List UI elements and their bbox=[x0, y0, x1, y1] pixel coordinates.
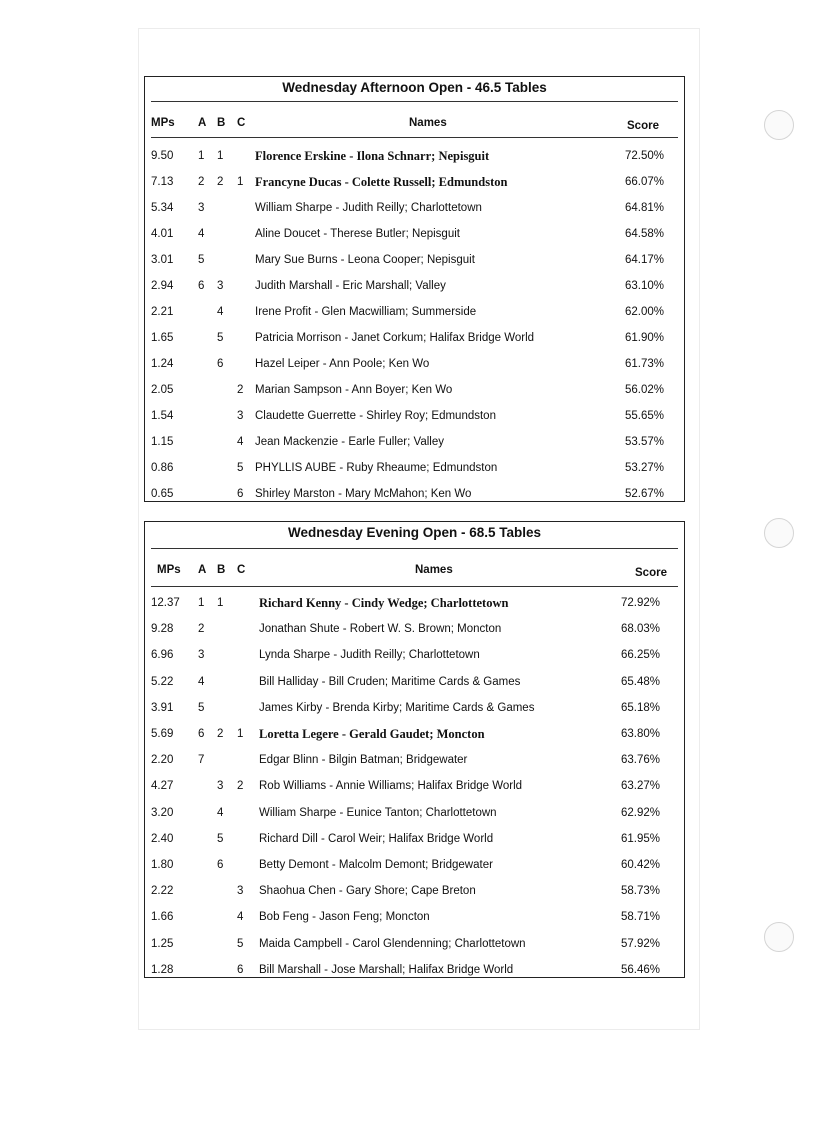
names-cell: PHYLLIS AUBE - Ruby Rheaume; Edmundston bbox=[255, 462, 498, 474]
score-cell: 62.00% bbox=[625, 306, 665, 318]
c-rank-cell: 5 bbox=[237, 937, 244, 950]
mps-cell: 9.28 bbox=[151, 623, 174, 636]
table-row bbox=[145, 485, 684, 505]
mps-cell: 5.22 bbox=[151, 675, 174, 688]
header-score: Score bbox=[635, 567, 667, 579]
header-b: B bbox=[217, 117, 226, 129]
column-header-row bbox=[145, 564, 684, 586]
table-title: Wednesday Afternoon Open - 46.5 Tables bbox=[282, 80, 547, 95]
score-cell: 63.10% bbox=[625, 280, 665, 292]
mps-cell: 6.96 bbox=[151, 649, 174, 662]
mps-cell: 0.65 bbox=[151, 488, 174, 500]
c-rank-cell: 1 bbox=[237, 728, 244, 740]
c-rank-cell: 5 bbox=[237, 462, 244, 474]
table-row bbox=[145, 433, 684, 453]
score-cell: 61.90% bbox=[625, 332, 665, 344]
table-row bbox=[145, 355, 684, 375]
score-cell: 58.71% bbox=[621, 911, 661, 924]
table-row bbox=[145, 199, 684, 219]
table-row bbox=[145, 329, 684, 349]
table-row bbox=[145, 173, 684, 193]
c-rank-cell: 3 bbox=[237, 410, 244, 422]
score-cell: 72.50% bbox=[625, 150, 665, 162]
b-rank-cell: 1 bbox=[217, 150, 224, 162]
header-mps: MPs bbox=[157, 564, 181, 576]
mps-cell: 2.05 bbox=[151, 384, 174, 396]
score-cell: 66.07% bbox=[625, 176, 665, 188]
names-cell: Shaohua Chen - Gary Shore; Cape Breton bbox=[259, 885, 476, 898]
score-cell: 52.67% bbox=[625, 488, 665, 500]
score-cell: 58.73% bbox=[621, 885, 661, 898]
table-row bbox=[145, 935, 684, 955]
b-rank-cell: 2 bbox=[217, 176, 224, 188]
c-rank-cell: 4 bbox=[237, 436, 244, 448]
mps-cell: 5.34 bbox=[151, 202, 174, 214]
b-rank-cell: 3 bbox=[217, 280, 224, 292]
c-rank-cell: 6 bbox=[237, 488, 244, 500]
score-cell: 61.95% bbox=[621, 832, 661, 845]
names-cell: Francyne Ducas - Colette Russell; Edmundston bbox=[255, 175, 508, 189]
header-divider bbox=[151, 137, 678, 138]
mps-cell: 3.91 bbox=[151, 701, 174, 714]
title-divider bbox=[151, 548, 678, 549]
table-row bbox=[145, 751, 684, 771]
mps-cell: 1.25 bbox=[151, 937, 174, 950]
punch-hole bbox=[764, 110, 794, 140]
table-row bbox=[145, 459, 684, 479]
header-divider bbox=[151, 586, 678, 587]
table-row bbox=[145, 804, 684, 824]
score-cell: 64.17% bbox=[625, 254, 665, 266]
score-cell: 53.27% bbox=[625, 462, 665, 474]
names-cell: Judith Marshall - Eric Marshall; Valley bbox=[255, 280, 446, 292]
b-rank-cell: 1 bbox=[217, 597, 224, 609]
table-row bbox=[145, 882, 684, 902]
names-cell: Marian Sampson - Ann Boyer; Ken Wo bbox=[255, 384, 453, 396]
names-cell: Bob Feng - Jason Feng; Moncton bbox=[259, 911, 430, 924]
table-row bbox=[145, 830, 684, 850]
b-rank-cell: 4 bbox=[217, 306, 224, 318]
b-rank-cell: 5 bbox=[217, 332, 224, 344]
mps-cell: 1.66 bbox=[151, 911, 174, 924]
names-cell: Bill Halliday - Bill Cruden; Maritime Cards & Games bbox=[259, 675, 521, 688]
mps-cell: 4.01 bbox=[151, 228, 174, 240]
score-cell: 66.25% bbox=[621, 649, 661, 662]
names-cell: Betty Demont - Malcolm Demont; Bridgewater bbox=[259, 859, 493, 871]
names-cell: Claudette Guerrette - Shirley Roy; Edmundston bbox=[255, 410, 496, 422]
header-a: A bbox=[198, 117, 207, 129]
score-cell: 53.57% bbox=[625, 436, 665, 448]
table-row bbox=[145, 673, 684, 693]
names-cell: Hazel Leiper - Ann Poole; Ken Wo bbox=[255, 358, 430, 370]
names-cell: Loretta Legere - Gerald Gaudet; Moncton bbox=[259, 727, 485, 741]
mps-cell: 12.37 bbox=[151, 597, 180, 609]
mps-cell: 5.69 bbox=[151, 728, 174, 740]
c-rank-cell: 6 bbox=[237, 963, 244, 976]
table-row bbox=[145, 381, 684, 401]
names-cell: Shirley Marston - Mary McMahon; Ken Wo bbox=[255, 488, 472, 500]
c-rank-cell: 2 bbox=[237, 384, 244, 396]
column-header-row bbox=[145, 117, 684, 139]
table-row bbox=[145, 699, 684, 719]
mps-cell: 1.15 bbox=[151, 436, 174, 448]
header-names: Names bbox=[415, 564, 453, 576]
names-cell: Edgar Blinn - Bilgin Batman; Bridgewater bbox=[259, 754, 468, 767]
header-score: Score bbox=[627, 120, 659, 132]
a-rank-cell: 5 bbox=[198, 254, 205, 266]
names-cell: Patricia Morrison - Janet Corkum; Halifax Bridge World bbox=[255, 332, 535, 344]
names-cell: Florence Erskine - Ilona Schnarr; Nepisguit bbox=[255, 149, 490, 163]
mps-cell: 2.21 bbox=[151, 306, 174, 318]
score-cell: 72.92% bbox=[621, 597, 661, 609]
mps-cell: 2.94 bbox=[151, 280, 174, 292]
c-rank-cell: 3 bbox=[237, 885, 244, 898]
a-rank-cell: 5 bbox=[198, 701, 205, 714]
mps-cell: 1.80 bbox=[151, 859, 174, 871]
names-cell: William Sharpe - Eunice Tanton; Charlottetown bbox=[259, 806, 497, 819]
names-cell: James Kirby - Brenda Kirby; Maritime Cards & Games bbox=[259, 701, 535, 714]
mps-cell: 2.22 bbox=[151, 885, 174, 898]
a-rank-cell: 3 bbox=[198, 202, 205, 214]
a-rank-cell: 3 bbox=[198, 649, 205, 662]
header-a: A bbox=[198, 564, 207, 576]
score-cell: 62.92% bbox=[621, 806, 661, 819]
table-row bbox=[145, 620, 684, 640]
mps-cell: 0.86 bbox=[151, 462, 174, 474]
score-cell: 55.65% bbox=[625, 410, 665, 422]
names-cell: Rob Williams - Annie Williams; Halifax Bridge World bbox=[259, 780, 523, 793]
punch-hole bbox=[764, 922, 794, 952]
table-row bbox=[145, 277, 684, 297]
a-rank-cell: 6 bbox=[198, 280, 205, 292]
names-cell: Jean Mackenzie - Earle Fuller; Valley bbox=[255, 436, 444, 448]
names-cell: Aline Doucet - Therese Butler; Nepisguit bbox=[255, 228, 460, 240]
b-rank-cell: 5 bbox=[217, 832, 224, 845]
names-cell: Irene Profit - Glen Macwilliam; Summerside bbox=[255, 306, 477, 318]
a-rank-cell: 4 bbox=[198, 675, 205, 688]
table-row bbox=[145, 646, 684, 666]
table-row bbox=[145, 407, 684, 427]
score-cell: 63.27% bbox=[621, 780, 661, 793]
score-cell: 60.42% bbox=[621, 859, 661, 871]
b-rank-cell: 6 bbox=[217, 859, 224, 871]
mps-cell: 2.20 bbox=[151, 754, 174, 767]
header-b: B bbox=[217, 564, 226, 576]
afternoon-results-table bbox=[144, 76, 685, 502]
b-rank-cell: 6 bbox=[217, 358, 224, 370]
score-cell: 64.58% bbox=[625, 228, 665, 240]
mps-cell: 3.20 bbox=[151, 806, 174, 819]
score-cell: 65.48% bbox=[621, 675, 661, 688]
table-row bbox=[145, 251, 684, 271]
names-cell: William Sharpe - Judith Reilly; Charlottetown bbox=[255, 202, 482, 214]
a-rank-cell: 6 bbox=[198, 728, 205, 740]
mps-cell: 2.40 bbox=[151, 832, 174, 845]
a-rank-cell: 2 bbox=[198, 623, 205, 636]
b-rank-cell: 4 bbox=[217, 806, 224, 819]
mps-cell: 1.65 bbox=[151, 332, 174, 344]
table-row bbox=[145, 777, 684, 797]
table-row bbox=[145, 725, 684, 745]
mps-cell: 4.27 bbox=[151, 780, 174, 793]
a-rank-cell: 1 bbox=[198, 150, 205, 162]
table-title: Wednesday Evening Open - 68.5 Tables bbox=[287, 525, 542, 540]
score-cell: 65.18% bbox=[621, 701, 661, 714]
names-cell: Lynda Sharpe - Judith Reilly; Charlottetown bbox=[259, 649, 480, 662]
header-names: Names bbox=[409, 117, 447, 129]
table-row bbox=[145, 908, 684, 928]
header-mps: MPs bbox=[151, 117, 175, 129]
a-rank-cell: 1 bbox=[198, 597, 205, 609]
punch-hole bbox=[764, 518, 794, 548]
header-c: C bbox=[237, 117, 246, 129]
mps-cell: 9.50 bbox=[151, 150, 174, 162]
score-cell: 56.46% bbox=[621, 963, 661, 976]
score-cell: 57.92% bbox=[621, 937, 661, 950]
table-row bbox=[145, 303, 684, 323]
c-rank-cell: 1 bbox=[237, 176, 244, 188]
b-rank-cell: 2 bbox=[217, 728, 224, 740]
score-cell: 64.81% bbox=[625, 202, 665, 214]
mps-cell: 7.13 bbox=[151, 176, 174, 188]
a-rank-cell: 4 bbox=[198, 228, 205, 240]
evening-results-table bbox=[144, 521, 685, 978]
table-row bbox=[145, 225, 684, 245]
score-cell: 61.73% bbox=[625, 358, 665, 370]
score-cell: 63.80% bbox=[621, 728, 661, 740]
names-cell: Bill Marshall - Jose Marshall; Halifax Bridge World bbox=[259, 963, 514, 976]
header-c: C bbox=[237, 564, 246, 576]
score-cell: 56.02% bbox=[625, 384, 665, 396]
score-cell: 63.76% bbox=[621, 754, 661, 767]
names-cell: Jonathan Shute - Robert W. S. Brown; Moncton bbox=[259, 623, 502, 636]
mps-cell: 1.28 bbox=[151, 963, 174, 976]
c-rank-cell: 2 bbox=[237, 780, 244, 793]
names-cell: Mary Sue Burns - Leona Cooper; Nepisguit bbox=[255, 254, 475, 266]
table-row bbox=[145, 961, 684, 981]
table-row bbox=[145, 147, 684, 167]
title-divider bbox=[151, 101, 678, 102]
a-rank-cell: 2 bbox=[198, 176, 205, 188]
c-rank-cell: 4 bbox=[237, 911, 244, 924]
a-rank-cell: 7 bbox=[198, 754, 205, 767]
score-cell: 68.03% bbox=[621, 623, 661, 636]
mps-cell: 3.01 bbox=[151, 254, 174, 266]
table-row bbox=[145, 856, 684, 876]
names-cell: Richard Kenny - Cindy Wedge; Charlottetown bbox=[259, 596, 509, 610]
table-row bbox=[145, 594, 684, 614]
mps-cell: 1.54 bbox=[151, 410, 174, 422]
names-cell: Maida Campbell - Carol Glendenning; Charlottetown bbox=[259, 937, 526, 950]
mps-cell: 1.24 bbox=[151, 358, 174, 370]
names-cell: Richard Dill - Carol Weir; Halifax Bridge World bbox=[259, 832, 494, 845]
b-rank-cell: 3 bbox=[217, 780, 224, 793]
